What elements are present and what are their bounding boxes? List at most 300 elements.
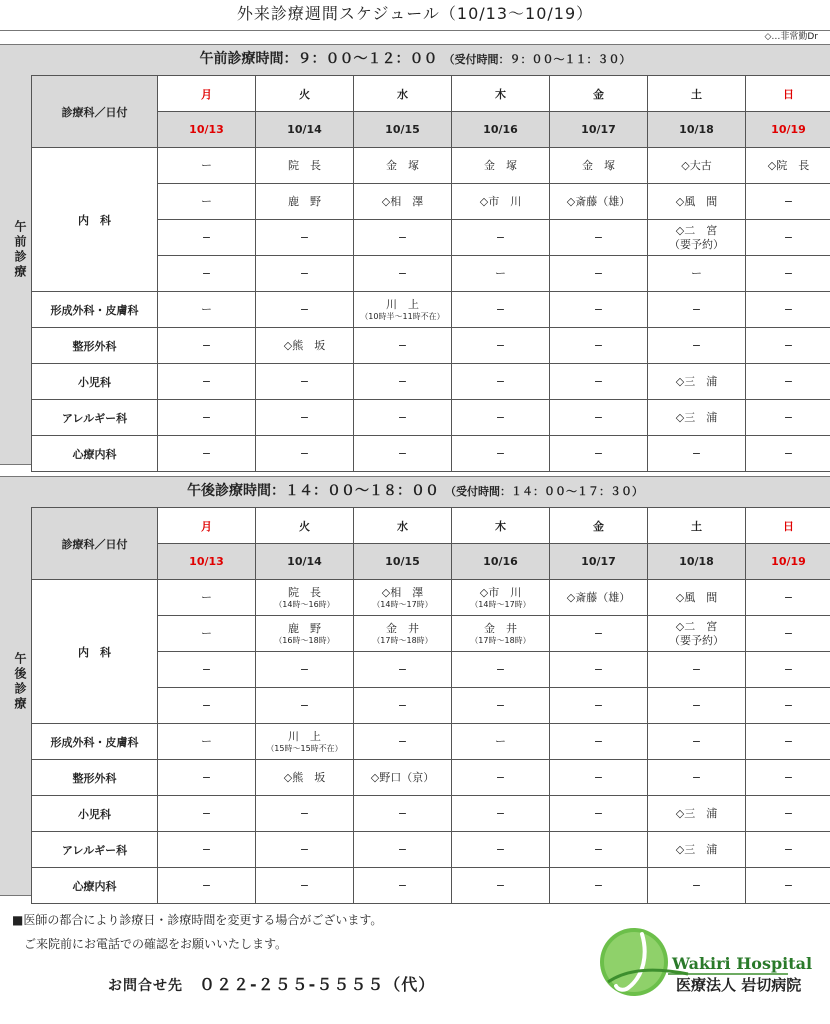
doctor-name: − <box>299 302 310 316</box>
schedule-cell <box>256 832 354 868</box>
schedule-cell <box>648 436 746 472</box>
schedule-cell <box>158 616 256 652</box>
doctor-name: − <box>593 374 604 388</box>
doctor-name: ◇斎藤（雄） <box>566 590 631 604</box>
day-date: 10/15 <box>354 544 452 580</box>
doctor-name: − <box>201 878 212 892</box>
schedule-cell <box>256 256 354 292</box>
schedule-cell <box>746 832 830 868</box>
schedule-cell <box>158 868 256 904</box>
doctor-name: ◇三 浦 <box>675 806 718 820</box>
cell-note: （14時〜17時） <box>372 599 433 609</box>
schedule-cell <box>256 400 354 436</box>
department-name: アレルギー科 <box>32 832 158 868</box>
doctor-name: − <box>299 374 310 388</box>
doctor-name: ◇相 澤 <box>381 194 424 208</box>
schedule-cell <box>648 724 746 760</box>
doctor-name: − <box>593 338 604 352</box>
department-name: 内 科 <box>32 580 158 724</box>
day-date: 10/19 <box>746 112 830 148</box>
doctor-name: 鹿 野 <box>288 194 321 208</box>
schedule-cell <box>158 724 256 760</box>
doctor-name: − <box>299 230 310 244</box>
schedule-cell <box>452 760 550 796</box>
doctor-name: − <box>691 446 702 460</box>
schedule-cell <box>550 220 648 256</box>
schedule-cell <box>158 328 256 364</box>
schedule-cell <box>746 796 830 832</box>
doctor-name: − <box>201 230 212 244</box>
doctor-name: − <box>495 410 506 424</box>
day-date: 10/14 <box>256 112 354 148</box>
doctor-name: − <box>299 662 310 676</box>
schedule-cell <box>158 796 256 832</box>
department-name: 内 科 <box>32 148 158 292</box>
doctor-name: ー <box>691 266 702 280</box>
doctor-name: ◇二 宮 <box>675 619 718 633</box>
day-name: 月 <box>158 508 256 544</box>
schedule-cell <box>158 292 256 328</box>
schedule-cell <box>746 184 830 220</box>
schedule-cell <box>354 832 452 868</box>
doctor-name: − <box>691 338 702 352</box>
table-row <box>32 760 830 796</box>
schedule-cell <box>648 256 746 292</box>
schedule-cell <box>354 400 452 436</box>
afternoon-reception: （受付時間：１４：００〜１７：３０） <box>445 485 643 498</box>
schedule-cell <box>550 580 648 616</box>
day-name: 金 <box>550 508 648 544</box>
doctor-name: − <box>593 302 604 316</box>
schedule-cell <box>354 292 452 328</box>
doctor-name: 金 井 <box>484 621 517 635</box>
contact-info <box>108 972 435 995</box>
schedule-cell <box>158 760 256 796</box>
schedule-cell <box>158 256 256 292</box>
doctor-name: ◇二 宮 <box>675 223 718 237</box>
table-row <box>32 796 830 832</box>
day-date: 10/15 <box>354 112 452 148</box>
schedule-cell <box>746 724 830 760</box>
morning-sidebar-label: 午前診療 <box>13 220 27 280</box>
schedule-cell <box>354 436 452 472</box>
schedule-cell <box>648 868 746 904</box>
schedule-cell <box>452 688 550 724</box>
schedule-cell <box>256 292 354 328</box>
schedule-cell <box>550 364 648 400</box>
department-name: 形成外科・皮膚科 <box>32 292 158 328</box>
schedule-cell <box>648 400 746 436</box>
doctor-name: − <box>201 410 212 424</box>
schedule-cell <box>452 436 550 472</box>
cell-note: （17時〜18時） <box>372 635 433 645</box>
schedule-cell <box>648 148 746 184</box>
schedule-cell <box>452 616 550 652</box>
doctor-name: ◇大古 <box>681 158 712 172</box>
department-name: 心療内科 <box>32 436 158 472</box>
doctor-name: ◇市 川 <box>479 585 522 599</box>
doctor-name: − <box>783 806 794 820</box>
doctor-name: − <box>691 878 702 892</box>
doctor-name: 金 井 <box>386 621 419 635</box>
schedule-cell <box>256 364 354 400</box>
notes <box>12 908 382 956</box>
header-label: 診療科／日付 <box>32 508 158 580</box>
schedule-cell <box>158 832 256 868</box>
department-name: 小児科 <box>32 364 158 400</box>
doctor-name: − <box>783 194 794 208</box>
cell-note: （要予約） <box>669 633 724 647</box>
doctor-name: 川 上 <box>288 729 321 743</box>
day-name: 木 <box>452 76 550 112</box>
schedule-cell <box>648 220 746 256</box>
doctor-name: − <box>299 806 310 820</box>
schedule-cell <box>354 256 452 292</box>
schedule-cell <box>256 616 354 652</box>
table-row <box>32 364 830 400</box>
day-date: 10/17 <box>550 112 648 148</box>
schedule-cell <box>746 580 830 616</box>
doctor-name: ー <box>201 194 212 208</box>
doctor-name: − <box>495 302 506 316</box>
cell-note: （16時〜18時） <box>274 635 335 645</box>
schedule-cell <box>256 868 354 904</box>
schedule-cell <box>256 220 354 256</box>
cell-note: （14時〜16時） <box>274 599 335 609</box>
doctor-name: − <box>397 806 408 820</box>
department-name: 整形外科 <box>32 760 158 796</box>
doctor-name: − <box>495 374 506 388</box>
schedule-cell <box>354 364 452 400</box>
doctor-name: 金 塚 <box>386 158 419 172</box>
schedule-cell <box>648 292 746 328</box>
schedule-cell <box>746 400 830 436</box>
schedule-cell <box>550 652 648 688</box>
doctor-name: − <box>783 662 794 676</box>
day-name: 土 <box>648 508 746 544</box>
schedule-cell <box>256 724 354 760</box>
doctor-name: − <box>397 446 408 460</box>
day-name: 火 <box>256 76 354 112</box>
doctor-name: − <box>593 230 604 244</box>
doctor-name: − <box>495 338 506 352</box>
doctor-name: − <box>783 374 794 388</box>
doctor-name: ◇三 浦 <box>675 842 718 856</box>
doctor-name: − <box>397 338 408 352</box>
department-name: 心療内科 <box>32 868 158 904</box>
day-date: 10/16 <box>452 544 550 580</box>
department-name: アレルギー科 <box>32 400 158 436</box>
day-date: 10/13 <box>158 112 256 148</box>
doctor-name: − <box>783 230 794 244</box>
doctor-name: − <box>593 734 604 748</box>
schedule-cell <box>354 184 452 220</box>
doctor-name: − <box>201 806 212 820</box>
schedule-cell <box>452 796 550 832</box>
schedule-cell <box>746 292 830 328</box>
schedule-cell <box>256 688 354 724</box>
day-name: 月 <box>158 76 256 112</box>
table-row <box>32 832 830 868</box>
schedule-cell <box>746 256 830 292</box>
doctor-name: − <box>691 770 702 784</box>
doctor-name: − <box>201 770 212 784</box>
schedule-cell <box>550 616 648 652</box>
doctor-name: − <box>299 410 310 424</box>
doctor-name: − <box>783 698 794 712</box>
doctor-name: − <box>201 842 212 856</box>
day-name: 日 <box>746 508 830 544</box>
afternoon-heading <box>0 477 830 507</box>
doctor-name: ー <box>201 734 212 748</box>
cell-note: （10時半〜11時不在） <box>360 311 445 321</box>
afternoon-hours: 午後診療時間：１４：００〜１８：００ <box>187 483 439 499</box>
doctor-name: − <box>201 698 212 712</box>
doctor-name: − <box>783 626 794 640</box>
schedule-cell <box>354 688 452 724</box>
doctor-name: − <box>593 878 604 892</box>
doctor-name: − <box>783 878 794 892</box>
schedule-cell <box>648 616 746 652</box>
schedule-cell <box>550 436 648 472</box>
schedule-cell <box>746 364 830 400</box>
schedule-cell <box>648 796 746 832</box>
doctor-name: − <box>691 662 702 676</box>
schedule-cell <box>452 148 550 184</box>
doctor-name: − <box>593 842 604 856</box>
schedule-cell <box>158 364 256 400</box>
day-name: 火 <box>256 508 354 544</box>
schedule-cell <box>256 184 354 220</box>
day-name: 水 <box>354 76 452 112</box>
table-row <box>32 328 830 364</box>
day-date: 10/18 <box>648 112 746 148</box>
doctor-name: − <box>397 410 408 424</box>
schedule-cell <box>746 148 830 184</box>
schedule-cell <box>452 364 550 400</box>
doctor-name: − <box>495 842 506 856</box>
doctor-name: − <box>201 446 212 460</box>
day-date: 10/16 <box>452 112 550 148</box>
table-row <box>32 580 830 616</box>
schedule-cell <box>452 328 550 364</box>
schedule-cell <box>354 148 452 184</box>
schedule-cell <box>648 580 746 616</box>
doctor-name: − <box>783 734 794 748</box>
schedule-cell <box>550 328 648 364</box>
doctor-name: − <box>299 698 310 712</box>
schedule-cell <box>648 760 746 796</box>
schedule-cell <box>746 436 830 472</box>
cell-note: （14時〜17時） <box>470 599 531 609</box>
schedule-cell <box>256 580 354 616</box>
doctor-name: − <box>783 302 794 316</box>
logo-name: Wakiri Hospital <box>672 954 813 973</box>
doctor-name: − <box>397 842 408 856</box>
doctor-name: − <box>299 878 310 892</box>
doctor-name: ◇市 川 <box>479 194 522 208</box>
schedule-cell <box>256 328 354 364</box>
table-row <box>32 436 830 472</box>
schedule-cell <box>256 796 354 832</box>
doctor-name: − <box>397 698 408 712</box>
day-name: 金 <box>550 76 648 112</box>
morning-hours: 午前診療時間：９：００〜１２：００ <box>199 51 438 67</box>
schedule-cell <box>746 868 830 904</box>
doctor-name: − <box>201 266 212 280</box>
doctor-name: 金 塚 <box>484 158 517 172</box>
schedule-cell <box>746 760 830 796</box>
cell-note: （17時〜18時） <box>470 635 531 645</box>
schedule-cell <box>452 580 550 616</box>
schedule-cell <box>550 688 648 724</box>
schedule-cell <box>256 652 354 688</box>
doctor-name: ー <box>495 266 506 280</box>
doctor-name: − <box>201 338 212 352</box>
doctor-name: ◇斎藤（雄） <box>566 194 631 208</box>
doctor-name: − <box>593 806 604 820</box>
doctor-name: − <box>495 230 506 244</box>
note-line-2: ご来院前にお電話での確認をお願いいたします。 <box>24 937 288 951</box>
schedule-cell <box>648 832 746 868</box>
schedule-cell <box>550 832 648 868</box>
doctor-name: − <box>495 770 506 784</box>
doctor-name: − <box>299 266 310 280</box>
doctor-name: ー <box>495 734 506 748</box>
day-date: 10/17 <box>550 544 648 580</box>
doctor-name: − <box>495 446 506 460</box>
schedule-cell <box>550 868 648 904</box>
doctor-name: 院 長 <box>288 158 321 172</box>
title-divider <box>0 30 830 31</box>
schedule-cell <box>158 580 256 616</box>
afternoon-section <box>0 476 830 896</box>
logo-subtitle: 医療法人 岩切病院 <box>676 976 802 994</box>
doctor-name: − <box>783 338 794 352</box>
doctor-name: ー <box>201 158 212 172</box>
doctor-name: − <box>691 734 702 748</box>
doctor-name: − <box>783 410 794 424</box>
doctor-name: 鹿 野 <box>288 621 321 635</box>
schedule-cell <box>452 724 550 760</box>
doctor-name: − <box>495 878 506 892</box>
department-name: 整形外科 <box>32 328 158 364</box>
afternoon-schedule-table <box>31 507 830 904</box>
doctor-name: − <box>593 662 604 676</box>
schedule-cell <box>354 616 452 652</box>
table-row <box>32 292 830 328</box>
day-date: 10/19 <box>746 544 830 580</box>
morning-heading <box>0 45 830 75</box>
doctor-name: ◇院 長 <box>767 158 810 172</box>
schedule-cell <box>354 868 452 904</box>
schedule-cell <box>452 652 550 688</box>
schedule-cell <box>354 580 452 616</box>
schedule-cell <box>158 652 256 688</box>
doctor-name: − <box>783 842 794 856</box>
schedule-cell <box>746 652 830 688</box>
department-name: 小児科 <box>32 796 158 832</box>
doctor-name: − <box>783 266 794 280</box>
schedule-cell <box>550 760 648 796</box>
day-name: 木 <box>452 508 550 544</box>
doctor-name: − <box>495 806 506 820</box>
doctor-name: − <box>495 662 506 676</box>
morning-schedule-table <box>31 75 830 472</box>
doctor-name: − <box>397 734 408 748</box>
doctor-name: ◇風 間 <box>675 194 718 208</box>
doctor-name: − <box>593 446 604 460</box>
schedule-cell <box>354 796 452 832</box>
schedule-cell <box>158 436 256 472</box>
header-row-days <box>32 76 830 112</box>
schedule-cell <box>648 328 746 364</box>
doctor-name: − <box>691 302 702 316</box>
schedule-cell <box>158 220 256 256</box>
schedule-cell <box>256 148 354 184</box>
schedule-cell <box>550 724 648 760</box>
doctor-name: − <box>397 266 408 280</box>
doctor-name: 川 上 <box>386 297 419 311</box>
doctor-name: − <box>397 878 408 892</box>
doctor-name: ◇野口（京） <box>370 770 435 784</box>
contact-phone[interactable]: ０２２-２５５-５５５５（代） <box>199 975 436 994</box>
schedule-cell <box>648 364 746 400</box>
schedule-cell <box>746 328 830 364</box>
schedule-cell <box>256 760 354 796</box>
doctor-name: − <box>783 590 794 604</box>
schedule-cell <box>354 328 452 364</box>
schedule-cell <box>746 688 830 724</box>
schedule-cell <box>354 220 452 256</box>
cell-note: （要予約） <box>669 237 724 251</box>
doctor-name: − <box>397 230 408 244</box>
schedule-cell <box>452 400 550 436</box>
doctor-name: ー <box>201 590 212 604</box>
doctor-name: − <box>783 770 794 784</box>
schedule-cell <box>158 688 256 724</box>
schedule-cell <box>550 292 648 328</box>
doctor-name: − <box>593 266 604 280</box>
schedule-cell <box>452 292 550 328</box>
doctor-name: − <box>397 662 408 676</box>
header-row-days <box>32 508 830 544</box>
day-date: 10/13 <box>158 544 256 580</box>
doctor-name: ◇三 浦 <box>675 410 718 424</box>
page-title: 外来診療週間スケジュール（10/13〜10/19） <box>236 4 594 23</box>
doctor-name: − <box>593 410 604 424</box>
schedule-cell <box>550 184 648 220</box>
doctor-name: ◇三 浦 <box>675 374 718 388</box>
schedule-cell <box>648 652 746 688</box>
schedule-cell <box>550 256 648 292</box>
schedule-cell <box>746 220 830 256</box>
schedule-cell <box>746 616 830 652</box>
schedule-cell <box>452 256 550 292</box>
doctor-name: ◇風 間 <box>675 590 718 604</box>
schedule-cell <box>256 436 354 472</box>
cell-note: （15時〜15時不在） <box>266 743 343 753</box>
doctor-name: ー <box>201 626 212 640</box>
schedule-cell <box>452 868 550 904</box>
doctor-name: 院 長 <box>288 585 321 599</box>
note-line-1: ■医師の都合により診療日・診療時間を変更する場合がございます。 <box>12 913 383 927</box>
contact-label: お問合せ先 <box>108 978 183 994</box>
schedule-cell <box>158 400 256 436</box>
table-row <box>32 868 830 904</box>
doctor-name: ◇熊 坂 <box>283 770 326 784</box>
schedule-cell <box>452 220 550 256</box>
